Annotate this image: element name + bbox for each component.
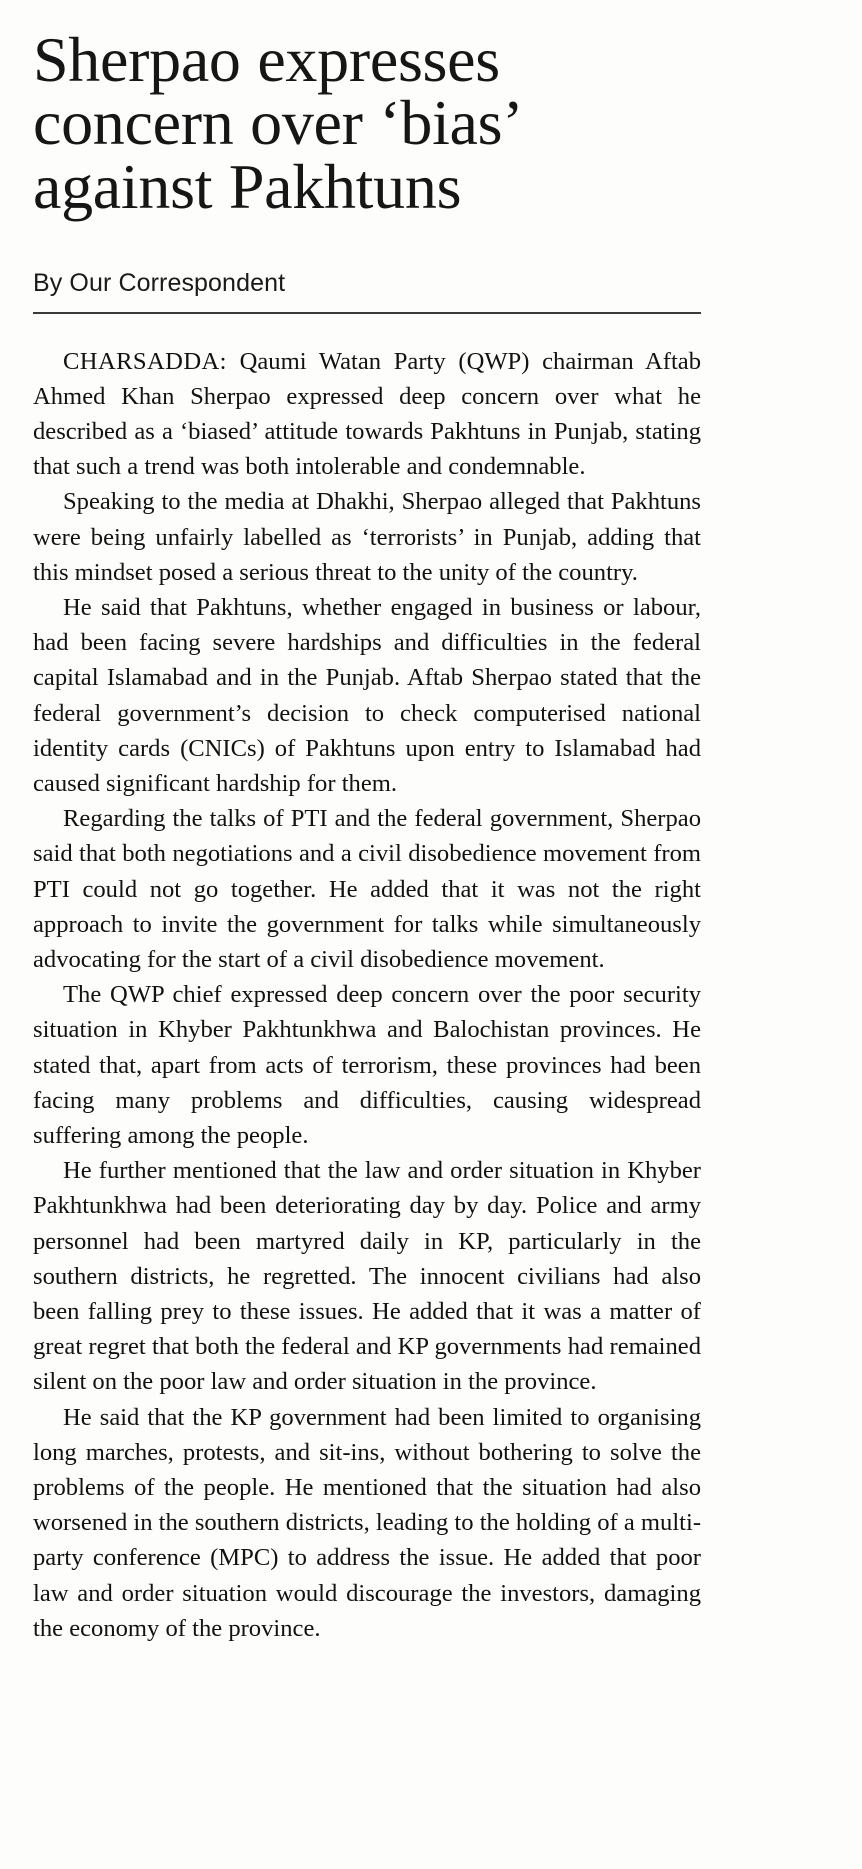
article-paragraph: Regarding the talks of PTI and the federal government, Sherpao said that both negotiations and a civil disobedience movement from PTI could not go together. He added that it was not the right approach to invite the government for talks while simultaneously advocating for the start of a civil disobedience movement.	[33, 805, 701, 974]
article-paragraph: CHARSADDA: Qaumi Watan Party (QWP) chairman Aftab Ahmed Khan Sherpao expressed deep concern over what he described as a ‘biased’ attitude towards Pakhtuns in Punjab, stating that such a trend was both intolerable and condemnable.	[33, 347, 701, 481]
article-paragraph: He said that Pakhtuns, whether engaged in business or labour, had been facing severe hardships and difficulties in the federal capital Islamabad and in the Punjab. Aftab Sherpao stated that the federal government’s decision to check computerised national identity cards (CNICs) of Pakhtuns upon entry to Islamabad had caused significant hardship for them.	[33, 594, 701, 798]
article-body	[33, 344, 701, 1647]
article-paragraph: He said that the KP government had been limited to organising long marches, protests, and sit-ins, without bothering to solve the problems of the people. He mentioned that the situation had also worsened in the southern districts, leading to the holding of a multi-party conference (MPC) to address the issue. He added that poor law and order situation would discourage the investors, damaging the economy of the province.	[33, 1403, 702, 1642]
headline-line-3: against Pakhtuns	[33, 150, 462, 222]
byline-block	[33, 270, 701, 314]
article-paragraph: Speaking to the media at Dhakhi, Sherpao alleged that Pakhtuns were being unfairly labelled as ‘terrorists’ in Punjab, adding that this mindset posed a serious threat to the unity of the country.	[33, 488, 701, 586]
headline-line-2: concern over ‘bias’	[33, 87, 524, 159]
dateline: CHARSADDA:	[63, 347, 227, 375]
byline: By Our Correspondent	[33, 269, 286, 298]
headline-line-1: Sherpao expresses	[33, 24, 500, 95]
article-paragraph: He further mentioned that the law and order situation in Khyber Pakhtunkhwa had been deteriorating day by day. Police and army personnel had been martyred daily in KP, particularly in the southern districts, he regretted. The innocent civilians had also been falling prey to these issues. He added that it was a matter of great regret that both the federal and KP governments had remained silent on the poor law and order situation in the province.	[33, 1157, 701, 1396]
page-title	[33, 0, 701, 222]
article-paragraph: The QWP chief expressed deep concern over the poor security situation in Khyber Pakhtunkhwa and Balochistan provinces. He stated that, apart from acts of terrorism, these provinces had been facing many problems and difficulties, causing widespread suffering among the people.	[33, 981, 701, 1150]
article-container	[33, 0, 701, 1646]
header-divider	[33, 312, 701, 314]
